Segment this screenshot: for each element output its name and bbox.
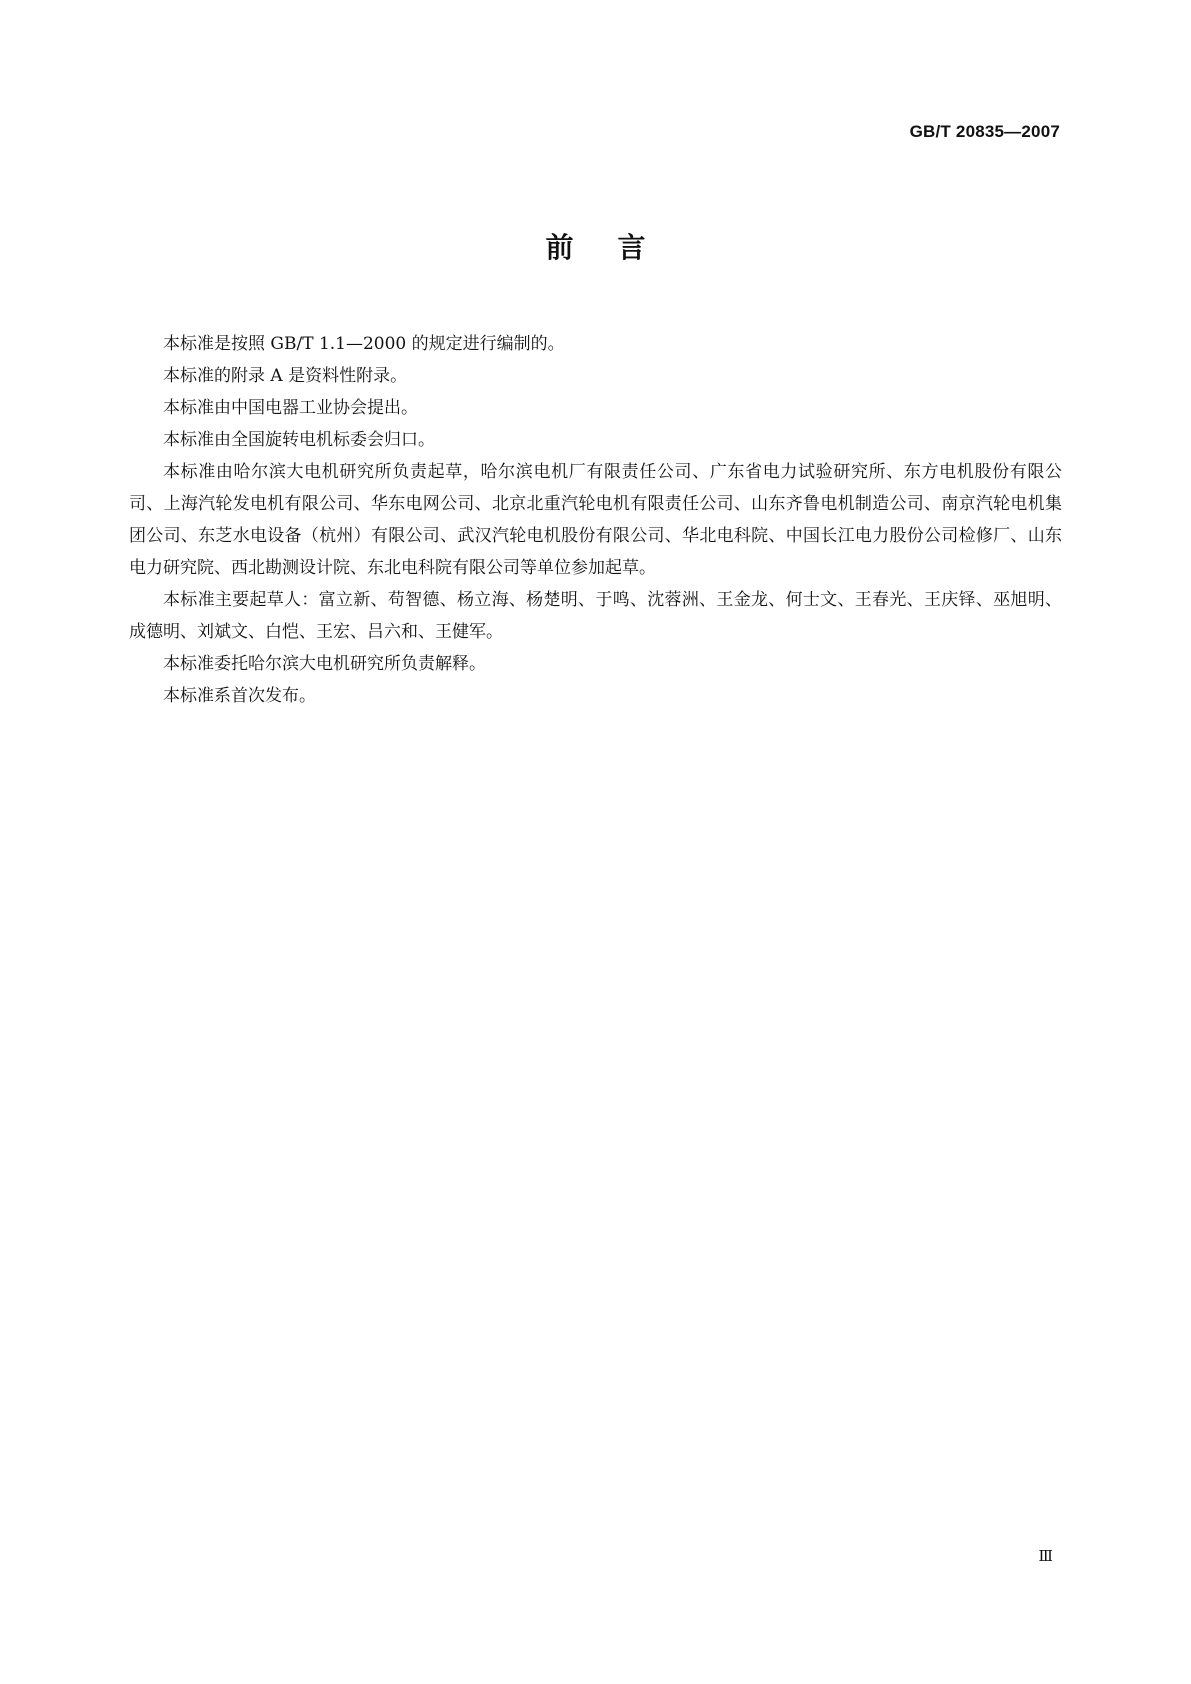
paragraph-first-release: 本标准系首次发布。 bbox=[163, 686, 316, 706]
paragraph-drafting-rules: 本标准是按照 GB/T 1.1—2000 的规定进行编制的。 bbox=[163, 334, 565, 354]
paragraph-centralized-by: 本标准由全国旋转电机标委会归口。 bbox=[163, 430, 435, 450]
paragraph-proposer: 本标准由中国电器工业协会提出。 bbox=[163, 398, 418, 418]
page-number: Ⅲ bbox=[1038, 1547, 1053, 1565]
foreword-body bbox=[129, 328, 1062, 712]
paragraph-main-drafters: 本标准主要起草人：富立新、苟智德、杨立海、杨楚明、于鸣、沈蓉洲、王金龙、何士文、王春光、王庆铎、巫旭明、成德明、刘斌文、白恺、王宏、吕六和、王健军。 bbox=[129, 590, 1062, 642]
standard-number: GB/T 20835—2007 bbox=[909, 122, 1060, 141]
paragraph-interpretation: 本标准委托哈尔滨大电机研究所负责解释。 bbox=[163, 654, 486, 674]
paragraph-appendix: 本标准的附录 A 是资料性附录。 bbox=[163, 366, 408, 386]
paragraph-drafting-organizations: 本标准由哈尔滨大电机研究所负责起草，哈尔滨电机厂有限责任公司、广东省电力试验研究所、东方电机股份有限公司、上海汽轮发电机有限公司、华东电网公司、北京北重汽轮电机有限责任公司、山东齐鲁电机制造公司、南京汽轮电机集团公司、东芝水电设备（杭州）有限公司、武汉汽轮电机股份有限公司、华北电科院、中国长江电力股份公司检修厂、山东电力研究院、西北勘测设计院、东北电科院有限公司等单位参加起草。 bbox=[129, 462, 1062, 578]
page-title: 前言 bbox=[545, 231, 690, 264]
